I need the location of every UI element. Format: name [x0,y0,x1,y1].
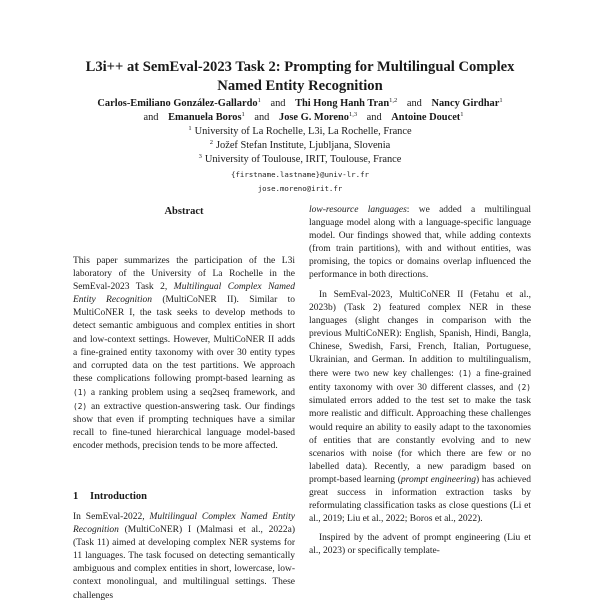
abstract-heading: Abstract [164,206,204,217]
affiliation-text: Jožef Stefan Institute, Ljubljana, Slovenia [215,140,391,151]
and-word: and [143,112,159,123]
paragraph [309,204,531,283]
list-marker: (2) [73,402,88,412]
list-marker: (2) [516,383,531,393]
affiliation [40,125,560,139]
affiliation [40,153,560,167]
author-name: Carlos-Emiliano González-Gallardo [97,98,258,109]
abstract-body [73,255,295,453]
abstract-text: an extractive question-answering task. Our findings show that even if prompting techniques have a similar recall to fine-tuned hierarchical language model-based encoder methods, precision tends to be more affected. [73,402,295,452]
intro-body [73,511,295,603]
section-number: 1 [73,491,79,502]
author-sup: 1,3 [348,111,358,118]
affiliation-sup: 3 [198,153,202,160]
task-name: Multilingual Complex Named Entity Recognition [73,282,296,306]
author-name: Jose G. Moreno [279,112,349,123]
paragraph-text: : we added a multilingual language model along with a language-specific language model. Our findings showed that, while adding contexts (from train partitions), with and without entities, was promising, the topics or domains overlap influenced the performance in both directions. [309,205,532,281]
paragraph-text: In SemEval-2023, MultiCoNER II (Fetahu et al., 2023b) (Task 2) featured complex NER in these languages (slight changes in comparison with the previous MultiCoNER): English, Spanish, Hindi, Bangla, Chinese, Swedish, Farsi, French, Italian, Portuguese, Ukrainian, and German. In addition to multilingualism, there were two new key challenges: [309,289,531,380]
section-heading [73,490,295,504]
affiliation-sup: 1 [188,125,192,132]
author-sup: 1,2 [389,97,398,104]
intro-text: In SemEval-2022, [73,512,150,522]
author-line-1 [40,97,560,111]
title-line-1: L3i++ at SemEval-2023 Task 2: Prompting for Multilingual Complex [85,59,515,75]
abstract-heading-wrap [73,205,295,219]
and-word: and [366,112,382,123]
author-sup: 1 [257,97,261,104]
email-list [40,168,560,196]
author-name: Thi Hong Hanh Tran [295,98,390,109]
and-word: and [406,98,422,109]
abstract-text: This paper summarizes the participation of the L3i laboratory of the University of La Rochelle in the SemEval-2023 Task 2, [73,256,295,293]
email: jose.moreno@irit.fr [257,184,343,193]
abstract-text: (MultiCoNER II). Similar to MultiCoNER I, the task seeks to develop methods to detect semantic ambiguous and complex entities in short and low-context settings. However, MultiCoNER II adds a fine-grained entity taxonomy with over 30 entity types and corrupted data on the test partitions. We approach these complications following prompt-based learning as [73,295,296,384]
author-list [40,97,560,125]
paragraph-text: ) has achieved great success in information extraction tasks by reformulating classification tasks as close questions (Li et al., 2019; Liu et al., 2022; Boros et al., 2022). [309,474,531,525]
paragraph [309,532,531,558]
author-sup: 1 [460,111,464,118]
affiliation-text: University of La Rochelle, L3i, La Rochelle, France [194,126,412,137]
and-word: and [254,112,270,123]
author-sup: 1 [499,97,503,104]
and-word: and [270,98,286,109]
author-name: Antoine Doucet [391,112,461,123]
affiliation-text: University of Toulouse, IRIT, Toulouse, France [204,154,402,165]
list-marker: (1) [457,369,473,379]
author-line-2 [40,111,560,125]
italic-term: low-resource languages [309,205,407,215]
author-name: Nancy Girdhar [431,98,500,109]
paper-title [60,58,540,96]
paragraph-text: simulated errors added to the test set to make the task more realistic and difficult. Approaching these challenges would require an ability to easily adapt to the taxonomies of entities that are constantly evolving and to new scenarios with noise (for which there are few or no labelled data). Recently, a new paradigm based on prompt-based learning ( [309,396,531,485]
abstract-text: a ranking problem using a seq2seq framework, and [87,387,295,398]
affiliation-list [40,125,560,167]
task-name: Multilingual Complex Named Entity Recognition [73,512,295,536]
affiliation-sup: 2 [209,139,213,146]
paragraph-text: a fine-grained entity taxonomy with over 30 different classes, and [309,369,532,394]
title-line-2: Named Entity Recognition [217,78,383,94]
paragraph-text: Inspired by the advent of prompt engineering (Liu et al., 2023) or specifically template- [309,533,531,557]
right-column [309,204,531,558]
author-name: Emanuela Boros [168,112,242,123]
section-title: Introduction [90,491,147,502]
email: {firstname.lastname}@univ-lr.fr [231,170,369,179]
intro-text: (MultiCoNER) I (Malmasi et al., 2022a) (Task 11) aimed at developing complex NER systems for 11 languages. The task focused on detecting semantically ambiguous and complex entities in short, lowercase, low-context monolingual, and multilingual settings. These challenges [73,525,295,601]
italic-term: prompt engineering [400,474,477,485]
affiliation [40,139,560,153]
author-sup: 1 [241,111,245,118]
list-marker: (1) [73,387,88,397]
paragraph [309,289,531,527]
